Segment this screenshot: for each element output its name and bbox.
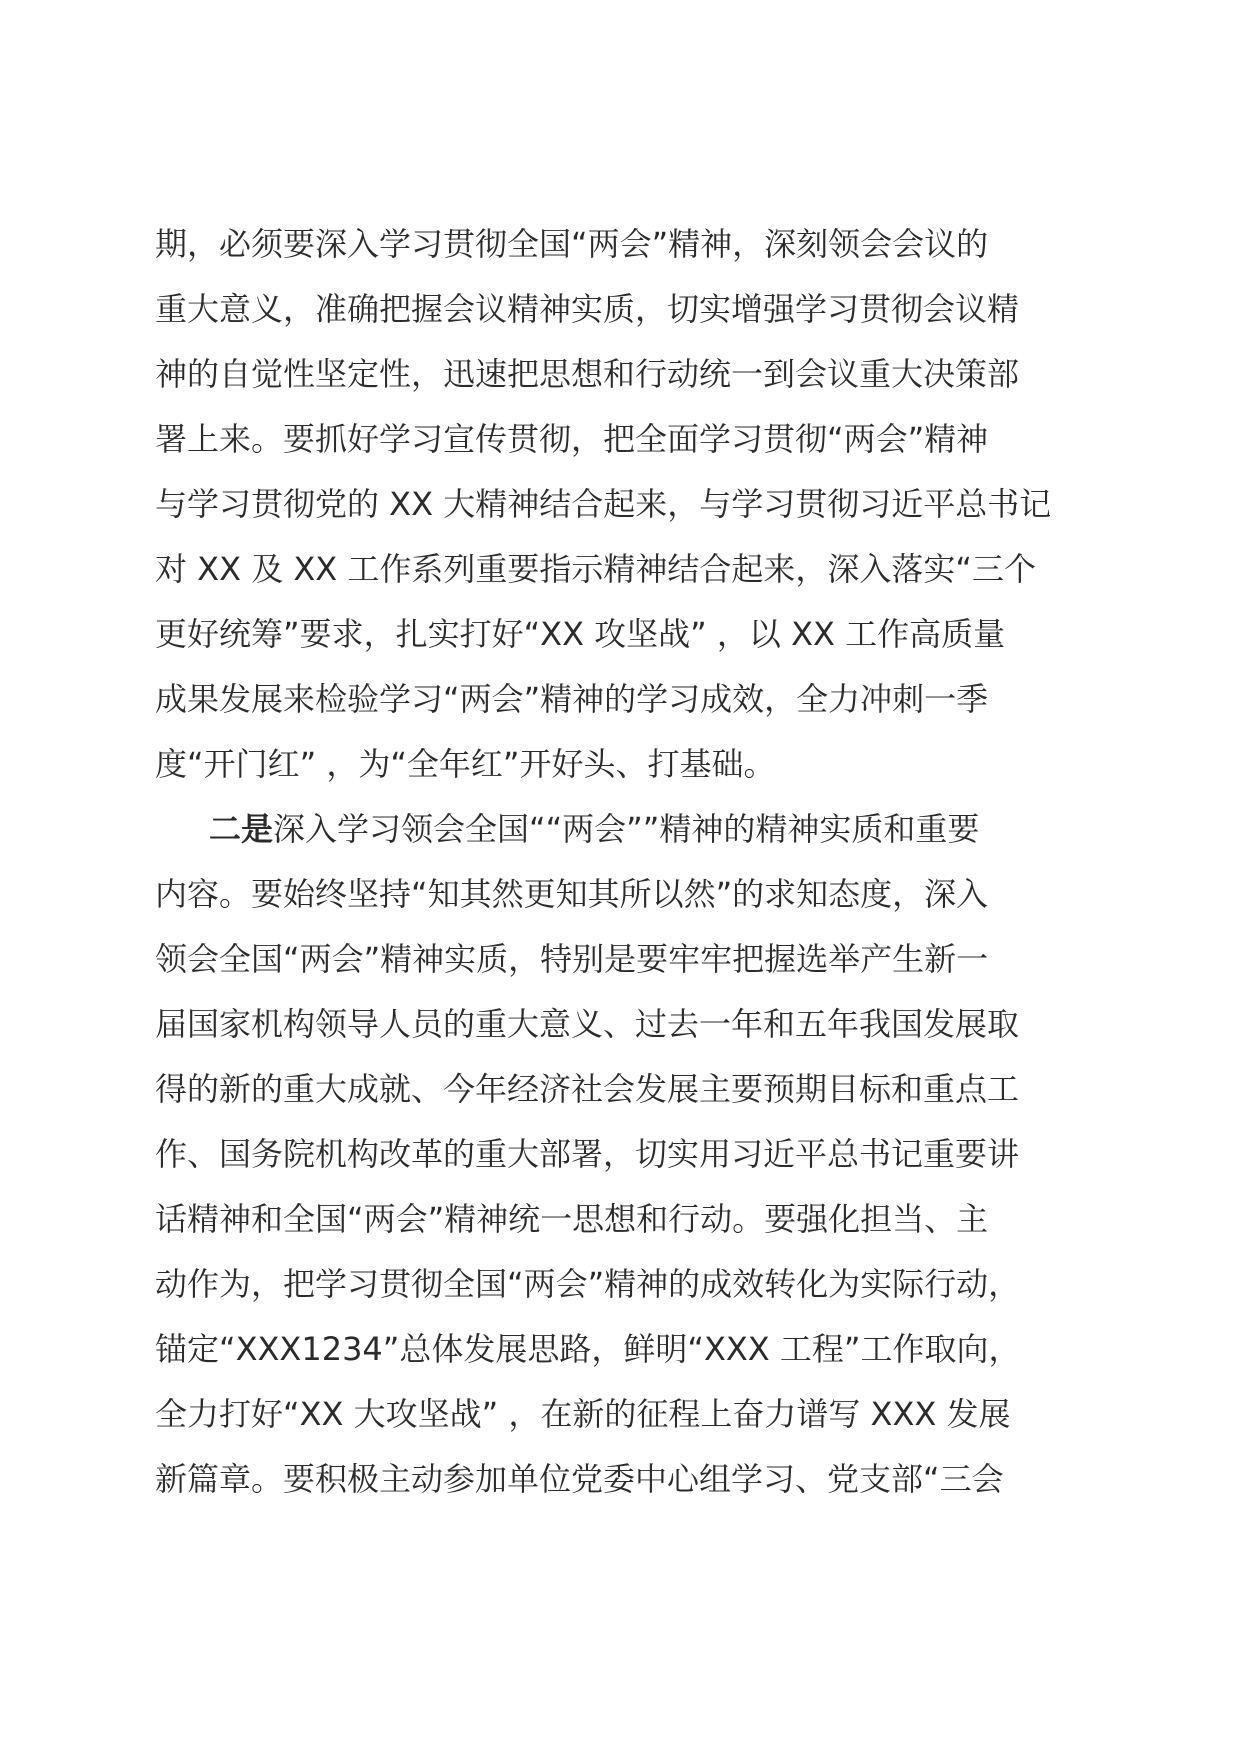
text-line: 成果发展来检验学习“两会”精神的学习成效，全力冲刺一季	[155, 680, 989, 718]
text-line: 重大意义，准确把握会议精神实质，切实增强学习贯彻会议精	[155, 290, 1020, 328]
document-body	[155, 212, 1105, 1512]
text-line: 期，必须要深入学习贯彻全国“两会”精神，深刻领会会议的	[155, 225, 989, 263]
text-line: 话精神和全国“两会”精神统一思想和行动。要强化担当、主	[155, 1200, 989, 1238]
text-line: 神的自觉性坚定性，迅速把思想和行动统一到会议重大决策部	[155, 355, 1020, 393]
text-line: 动作为，把学习贯彻全国“两会”精神的成效转化为实际行动，	[155, 1265, 1021, 1303]
paragraph-2	[155, 797, 1105, 1512]
text-line: 全力打好“XX 大攻坚战” ，在新的征程上奋力谱写 XXX 发展	[155, 1395, 1011, 1433]
text-line: 得的新的重大成就、今年经济社会发展主要预期目标和重点工	[155, 1070, 1020, 1108]
text-line: 与学习贯彻党的 XX 大精神结合起来，与学习贯彻习近平总书记	[155, 485, 1052, 523]
text-line: 作、国务院机构改革的重大部署，切实用习近平总书记重要讲	[155, 1135, 1020, 1173]
text-line: 更好统筹”要求，扎实打好“XX 攻坚战” ，以 XX 工作高质量	[155, 615, 1006, 653]
paragraph-1	[155, 212, 1105, 797]
text-line: 度“开门红” ，为“全年红”开好头、打基础。	[155, 745, 776, 783]
text-line: 锚定“XXX1234”总体发展思路，鲜明“XXX 工程”工作取向，	[155, 1330, 1021, 1368]
text-line: 届国家机构领导人员的重大意义、过去一年和五年我国发展取	[155, 1005, 1020, 1043]
paragraph-lead: 二是	[209, 810, 274, 848]
text-line: 领会全国“两会”精神实质，特别是要牢牢把握选举产生新一	[155, 940, 989, 978]
paragraph-2-first-line	[155, 797, 1105, 862]
text-span: 深入学习领会全国““两会””精神的精神实质和重要	[273, 810, 980, 848]
text-line: 新篇章。要积极主动参加单位党委中心组学习、党支部“三会	[155, 1460, 1004, 1498]
text-line: 对 XX 及 XX 工作系列重要指示精神结合起来，深入落实“三个	[155, 550, 1036, 588]
text-line: 署上来。要抓好学习宣传贯彻，把全面学习贯彻“两会”精神	[155, 420, 989, 458]
text-line: 内容。要始终坚持“知其然更知其所以然”的求知态度，深入	[155, 875, 989, 913]
